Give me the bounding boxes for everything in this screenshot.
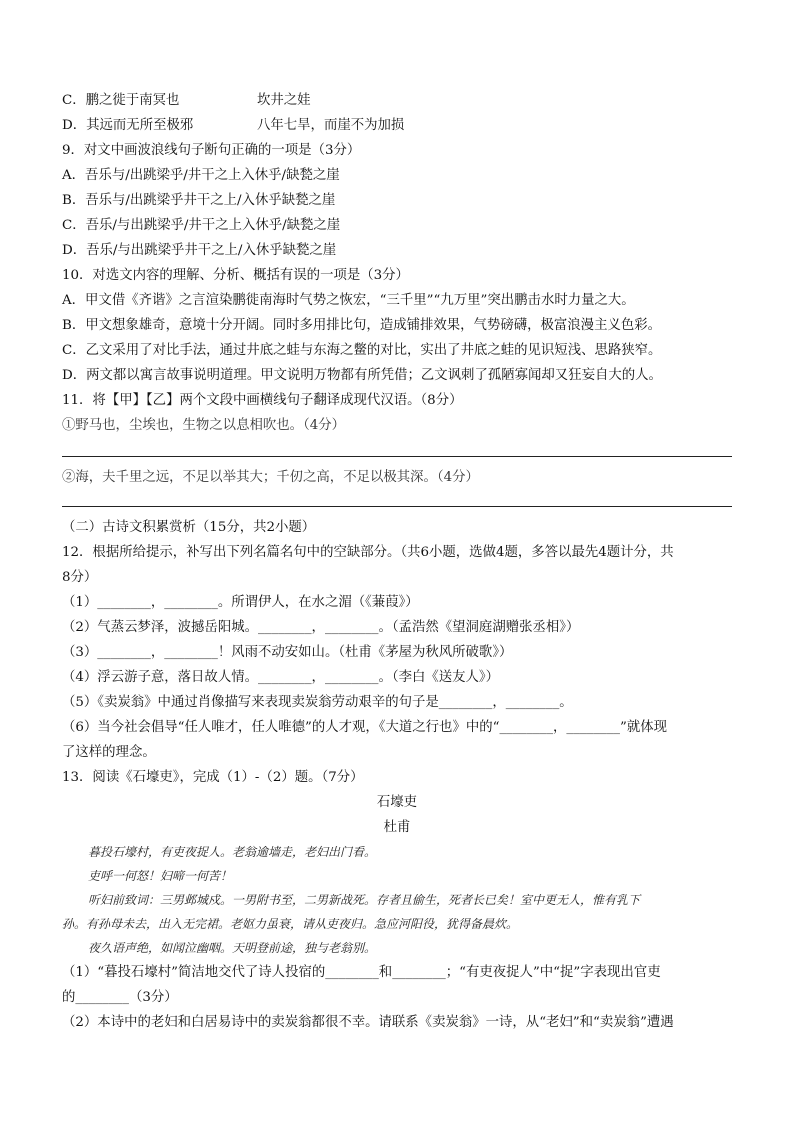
q12-item-4: （4）浮云游子意，落日故人情。________，________。（李白《送友人》） <box>62 670 500 685</box>
q12-item-5: （5）《卖炭翁》中通过肖像描写来表现卖炭翁劳动艰辛的句子是________，________。 <box>62 695 573 710</box>
poem-line-5: 夜久语声绝，如闻泣幽咽。天明登前途，独与老翁别。 <box>88 941 377 955</box>
option-d-left: D．其远而无所至极邪 <box>62 118 194 133</box>
q9-option-b: B．吾乐与/出跳梁乎井干之上/入休乎缺甃之崖 <box>62 193 336 208</box>
q11-part-2: ②海，夫千里之远，不足以举其大；千仞之高，不足以极其深。（4分） <box>62 470 479 485</box>
q10-option-d: D．两文都以寓言故事说明道理。甲文说明万物都有所凭借；乙文讽刺了孤陋寡闻却又狂妄自大的人。 <box>62 368 662 383</box>
option-row-d <box>62 113 732 138</box>
q12-item-6-line-2: 了这样的理念。 <box>62 745 156 760</box>
answer-line-1[interactable] <box>62 456 732 457</box>
q12-item-3: （3）________，________！风雨不动安如山。（杜甫《茅屋为秋风所破歌》） <box>62 645 513 660</box>
section-2-heading: （二）古诗文积累赏析（15分，共2小题） <box>62 520 316 535</box>
question-12-line-2: 8分） <box>62 570 98 585</box>
option-d-right: 八年七旱，而崖不为加损 <box>257 118 405 133</box>
q9-option-d: D．吾乐/与出跳梁乎井干之上/入休乎缺甃之崖 <box>62 243 337 258</box>
poem-line-3: 听妇前致词：三男邺城戍。一男附书至，二男新战死。存者且偷生，死者长已矣！室中更无人，惟有乳下 <box>88 893 641 907</box>
q9-option-a: A．吾乐与/出跳梁乎/井干之上入休乎/缺甃之崖 <box>62 168 340 183</box>
poem-line-1: 暮投石壕村，有吏夜捉人。老翁逾墙走，老妇出门看。 <box>88 845 377 859</box>
q10-option-a: A．甲文借《齐谐》之言渲染鹏徙南海时气势之恢宏，“三千里”“九万里”突出鹏击水时力量之大。 <box>62 293 635 308</box>
question-9: 9．对文中画波浪线句子断句正确的一项是（3分） <box>62 143 361 158</box>
q13-part-1-line-1: （1）“暮投石壕村”简洁地交代了诗人投宿的________和________；“有吏夜捉人”中“捉”字表现出官吏 <box>62 965 661 980</box>
q11-part-1: ①野马也，尘埃也，生物之以息相吹也。（4分） <box>62 418 346 433</box>
q13-part-1-line-2: 的________（3分） <box>62 990 178 1005</box>
q9-option-c: C．吾乐/与出跳梁乎/井干之上入休乎/缺甃之崖 <box>62 218 341 233</box>
question-10: 10．对选文内容的理解、分析、概括有误的一项是（3分） <box>62 268 409 283</box>
q12-item-6-line-1: （6）当今社会倡导“任人唯才，任人唯德”的人才观，《大道之行也》中的“________，________”就体现 <box>62 720 667 735</box>
q10-option-c: C．乙文采用了对比手法，通过井底之蛙与东海之鳖的对比，实出了井底之蛙的见识短浅、思路狭窄。 <box>62 343 662 358</box>
option-row-c <box>62 88 732 113</box>
page-content <box>62 88 732 1035</box>
poem-author: 杜甫 <box>383 820 411 835</box>
option-c-left: C．鹏之徙于南冥也 <box>62 93 180 108</box>
question-11: 11．将【甲】【乙】两个文段中画横线句子翻译成现代汉语。（8分） <box>62 393 463 408</box>
answer-line-2[interactable] <box>62 506 732 507</box>
poem-title: 石壕吏 <box>376 795 418 810</box>
question-12-line-1: 12．根据所给提示，补写出下列名篇名句中的空缺部分。（共6小题，选做4题，多答以最先4题计分，共 <box>62 545 674 560</box>
question-13: 13．阅读《石壕吏》，完成（1）-（2）题。（7分） <box>62 770 364 785</box>
q12-item-1: （1）________，________。所谓伊人，在水之湄（《蒹葭》） <box>62 595 419 610</box>
poem-body <box>62 840 732 960</box>
option-c-right: 坎井之娃 <box>257 93 311 108</box>
q13-part-2: （2）本诗中的老妇和白居易诗中的卖炭翁都很不幸。请联系《卖炭翁》一诗，从“老妇”和“卖炭翁”遭遇 <box>62 1015 674 1030</box>
poem-line-4: 孙。有孙母未去，出入无完裙。老妪力虽衰，请从吏夜归。急应河阳役，犹得备晨炊。 <box>62 917 519 931</box>
q12-item-2: （2）气蒸云梦泽，波撼岳阳城。________，________。（孟浩然《望洞庭湖赠张丞相》） <box>62 620 580 635</box>
q10-option-b: B．甲文想象雄奇，意境十分开阔。同时多用排比句，造成铺排效果，气势磅礴，极富浪漫主义色彩。 <box>62 318 662 333</box>
poem-line-2: 吏呼一何怒！妇啼一何苦！ <box>88 869 233 883</box>
